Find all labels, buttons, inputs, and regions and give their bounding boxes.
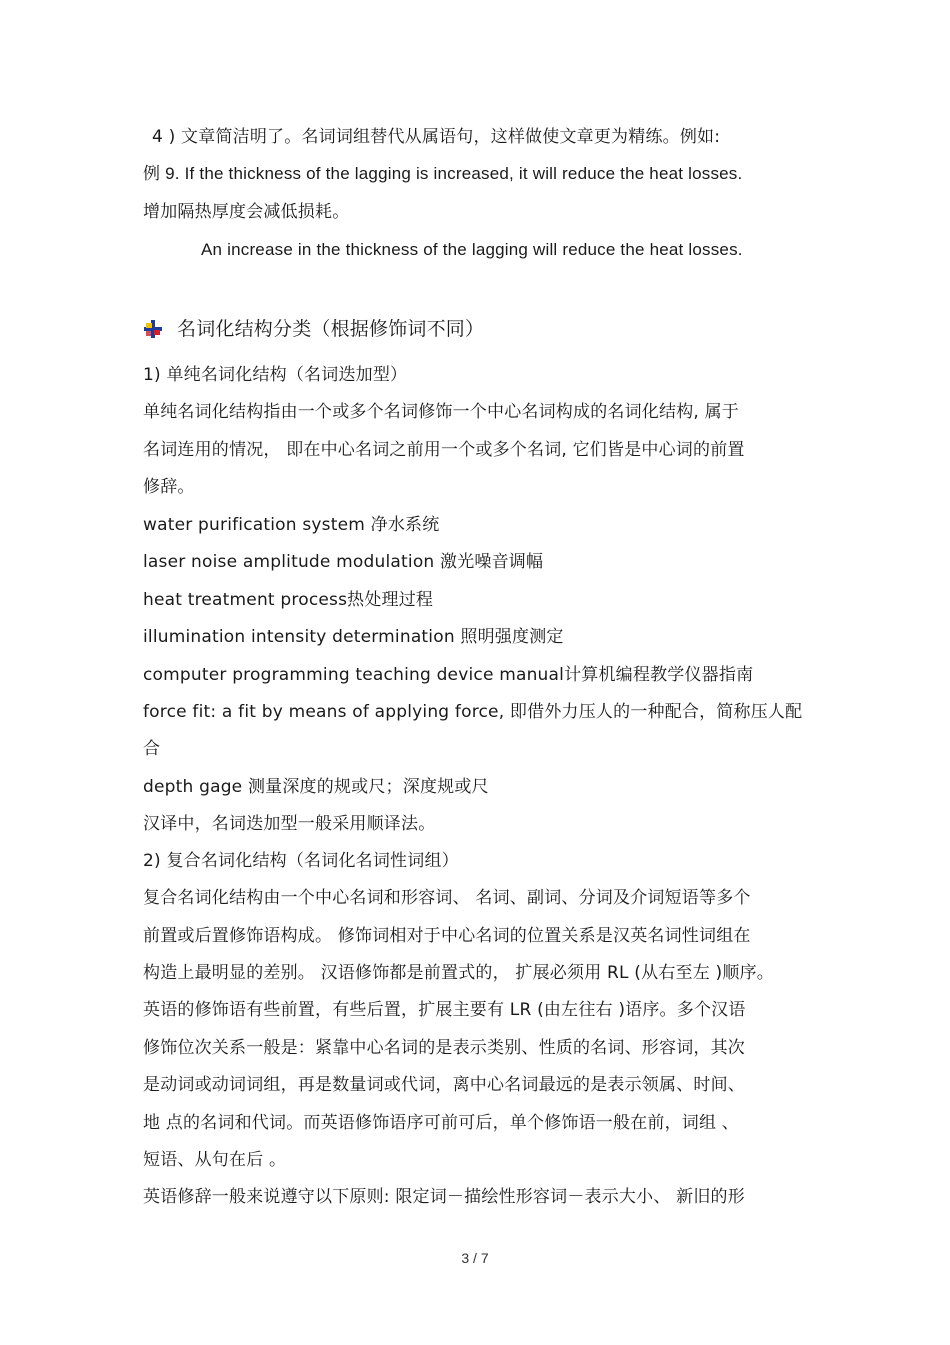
paragraph-line: 修辞。 [143,477,195,497]
paragraph-line: 地 点的名词和代词。而英语修饰语序可前可后，单个修饰语一般在前，词组 、 [143,1113,740,1133]
paragraph-line: 英语修辞一般来说遵守以下原则: 限定词－描绘性形容词－表示大小、 新旧的形 [143,1187,745,1207]
page-number: 3 / 7 [461,1250,489,1266]
example-9-sentence: 例 9. If the thickness of the lagging is increased, it will reduce the heat losses. [143,164,743,183]
example-term: laser noise amplitude modulation 激光噪音调幅 [143,552,544,572]
subheading-simple-nominal: 1) 单纯名词化结构（名词迭加型） [143,365,408,385]
paragraph-point-4: 4 ) 文章简洁明了。名词词组替代从属语句，这样做使文章更为精练。例如: [152,127,721,147]
subheading-compound-nominal: 2) 复合名词化结构（名词化名词性词组） [143,851,459,871]
paragraph-line: 复合名词化结构由一个中心名词和形容词、 名词、副词、分词及介词短语等多个 [143,888,751,908]
example-9-translation: 增加隔热厚度会减低损耗。 [143,202,350,222]
paragraph-line: 名词连用的情况， 即在中心名词之前用一个或多个名词, 它们皆是中心词的前置 [143,440,745,460]
paragraph-line: 修饰位次关系一般是：紧靠中心名词的是表示类别、性质的名词、形容词，其次 [143,1038,745,1058]
section-heading: 名词化结构分类（根据修饰词不同） [177,318,485,340]
paragraph-line: 短语、从句在后 。 [143,1150,287,1170]
example-term: illumination intensity determination 照明强度测定 [143,627,564,647]
example-term: computer programming teaching device manual计算机编程教学仪器指南 [143,665,754,685]
bullet-cross-icon [143,319,163,339]
example-term-continued: 合 [143,739,161,759]
example-9-rewrite: An increase in the thickness of the lagging will reduce the heat losses. [201,240,743,259]
paragraph-line: 前置或后置修饰语构成。 修饰词相对于中心名词的位置关系是汉英名词性词组在 [143,926,751,946]
paragraph-line: 单纯名词化结构指由一个或多个名词修饰一个中心名词构成的名词化结构, 属于 [143,402,740,422]
paragraph-line: 汉译中，名词迭加型一般采用顺译法。 [143,814,436,834]
paragraph-line: 构造上最明显的差别。 汉语修饰都是前置式的， 扩展必须用 RL (从右至左 )顺序。 [143,963,774,983]
example-term: water purification system 净水系统 [143,515,440,535]
paragraph-line: 是动词或动词词组，再是数量词或代词，离中心名词最远的是表示领属、时间、 [143,1075,745,1095]
paragraph-line: 英语的修饰语有些前置，有些后置，扩展主要有 LR (由左往右 )语序。多个汉语 [143,1000,746,1020]
example-term: heat treatment process热处理过程 [143,590,434,610]
example-term: depth gage 测量深度的规或尺；深度规或尺 [143,777,489,797]
example-term: force fit: a fit by means of applying force, 即借外力压人的一种配合，简称压人配 [143,702,803,722]
